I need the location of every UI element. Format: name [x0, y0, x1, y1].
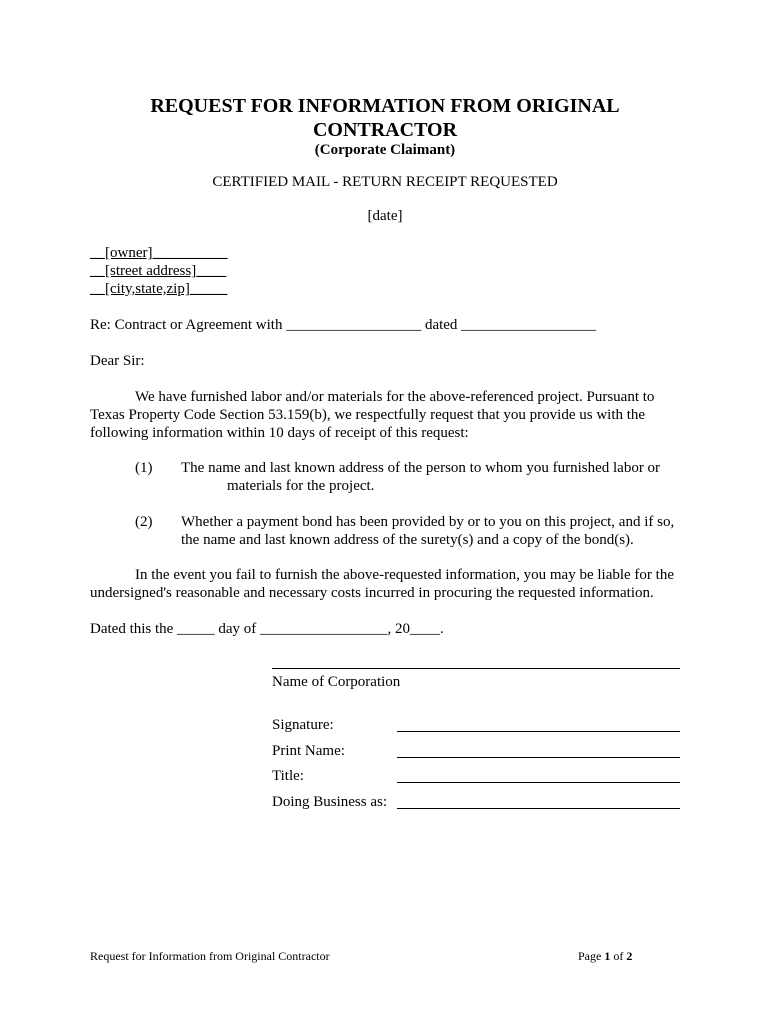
address-owner: __[owner]__________ — [90, 245, 228, 261]
re-line: Re: Contract or Agreement with __________________ dated __________________ — [90, 317, 597, 333]
footer-document-name: Request for Information from Original Contractor — [90, 949, 330, 963]
item-2-line-1: Whether a payment bond has been provided by or to you on this project, and if so, — [181, 514, 675, 530]
footer-page-of: of — [610, 949, 627, 963]
corporation-name-label: Name of Corporation — [272, 674, 401, 690]
footer-page-current: 1 — [604, 949, 611, 963]
date-placeholder: [date] — [367, 208, 403, 224]
intro-line-3: following information within 10 days of receipt of this request: — [90, 425, 469, 441]
liability-line-1: In the event you fail to furnish the above-requested information, you may be liable for the — [135, 567, 674, 583]
liability-line-2: undersigned's reasonable and necessary costs incurred in procuring the requested information. — [90, 585, 654, 601]
signature-label: Signature: — [272, 717, 334, 733]
intro-line-1: We have furnished labor and/or materials for the above-referenced project. Pursuant to — [135, 389, 655, 405]
signature-line[interactable] — [397, 731, 680, 732]
title-label: Title: — [272, 768, 304, 784]
document-title-line-1: REQUEST FOR INFORMATION FROM ORIGINAL — [150, 95, 620, 117]
item-1-line-2: materials for the project. — [227, 478, 375, 494]
footer-page-total: 2 — [626, 949, 633, 963]
address-street: __[street address]____ — [90, 263, 227, 279]
title-line[interactable] — [397, 782, 680, 783]
footer-page-word: Page — [578, 949, 605, 963]
item-1-line-1: The name and last known address of the person to whom you furnished labor or — [181, 460, 661, 476]
dated-line: Dated this the _____ day of _________________, 20____. — [90, 621, 444, 637]
item-1-number: (1) — [135, 460, 153, 476]
print-name-line[interactable] — [397, 757, 680, 758]
doing-business-as-line[interactable] — [397, 808, 680, 809]
mail-notice: CERTIFIED MAIL - RETURN RECEIPT REQUESTED — [212, 174, 558, 190]
doing-business-as-label: Doing Business as: — [272, 794, 388, 810]
item-2-number: (2) — [135, 514, 153, 530]
address-city: __[city,state,zip]_____ — [90, 281, 228, 297]
document-subtitle: (Corporate Claimant) — [314, 142, 456, 158]
footer-page-number — [578, 949, 632, 964]
item-2-line-2: the name and last known address of the surety(s) and a copy of the bond(s). — [181, 532, 634, 548]
intro-line-2: Texas Property Code Section 53.159(b), we respectfully request that you provide us with the — [90, 407, 646, 423]
corporation-name-line[interactable] — [272, 668, 680, 669]
document-title-line-2: CONTRACTOR — [312, 119, 458, 141]
salutation: Dear Sir: — [90, 353, 145, 369]
print-name-label: Print Name: — [272, 743, 345, 759]
